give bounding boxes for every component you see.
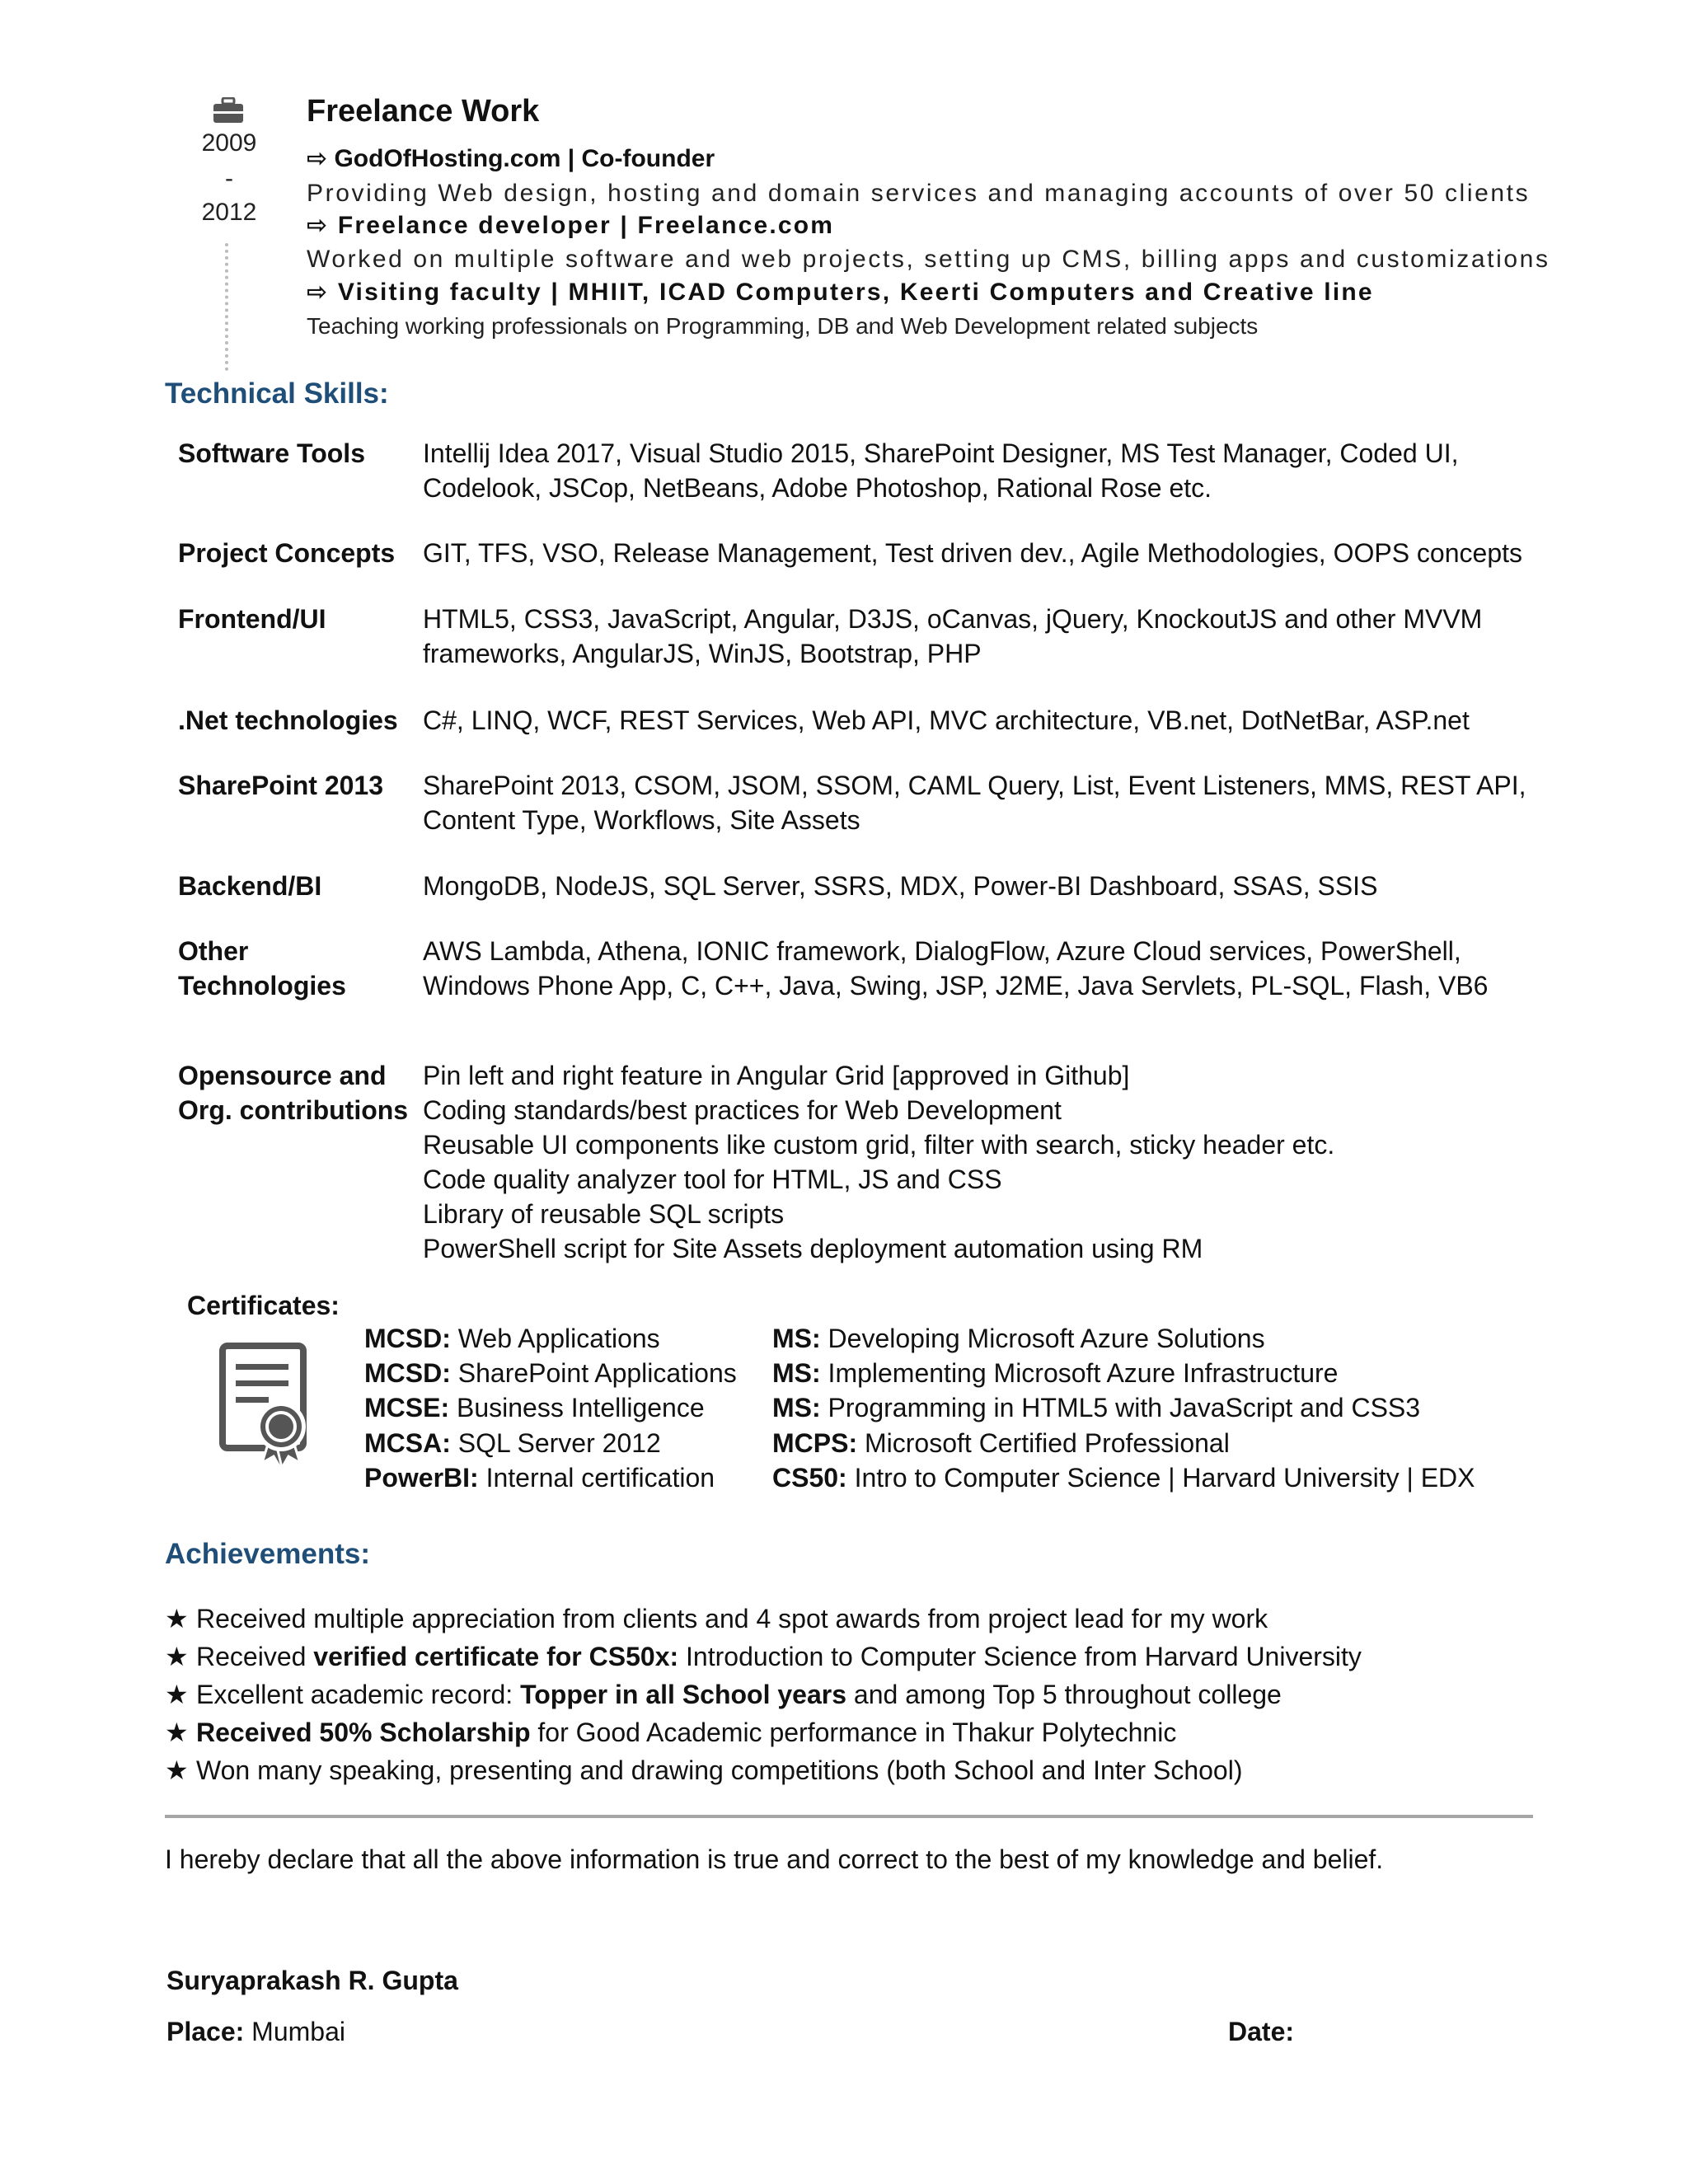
skill-value-line: Coding standards/best practices for Web Development <box>423 1095 1062 1125</box>
skill-value <box>423 1058 1536 1266</box>
certificate-name: Web Applications <box>450 1324 660 1353</box>
achievement-text: Received <box>196 1642 314 1671</box>
signature-name: Suryaprakash R. Gupta <box>166 1966 458 1995</box>
certificate-name: Programming in HTML5 with JavaScript and CSS3 <box>820 1393 1421 1423</box>
technical-skills-heading: Technical Skills: <box>165 377 389 410</box>
achievement-item <box>165 1751 1362 1789</box>
skill-value-line: Codelook, JSCop, NetBeans, Adobe Photoshop, Rational Rose etc. <box>423 473 1212 503</box>
freelance-role-3: ⇨ Visiting faculty | MHIIT, ICAD Computers, Keerti Computers and Creative line <box>307 279 1374 306</box>
skill-label: Software Tools <box>178 438 365 468</box>
achievement-item <box>165 1600 1362 1638</box>
certificate-code: MS: <box>772 1393 821 1423</box>
skill-value-line: Intellij Idea 2017, Visual Studio 2015, SharePoint Designer, MS Test Manager, Coded UI, <box>423 438 1459 468</box>
star-icon: ★ <box>165 1755 189 1785</box>
certificate-name: Business Intelligence <box>449 1393 705 1423</box>
skill-value-line: C#, LINQ, WCF, REST Services, Web API, MVC architecture, VB.net, DotNetBar, ASP.net <box>423 705 1470 735</box>
briefcase-icon <box>213 97 244 124</box>
date-field <box>1228 2017 1294 2047</box>
skill-value-line: frameworks, AngularJS, WinJS, Bootstrap, PHP <box>423 639 982 668</box>
achievement-highlight: verified certificate for CS50x: <box>313 1642 679 1671</box>
skill-label: Project Concepts <box>178 538 396 568</box>
skill-value <box>423 602 1536 671</box>
place-field <box>166 2017 345 2047</box>
certificate-item <box>364 1426 737 1460</box>
year-separator: - <box>225 165 233 192</box>
star-icon: ★ <box>165 1718 189 1747</box>
certificate-item <box>772 1390 1475 1425</box>
skill-value-line: Windows Phone App, C, C++, Java, Swing, JSP, J2ME, Java Servlets, PL-SQL, Flash, VB6 <box>423 971 1489 1001</box>
certificate-name: Implementing Microsoft Azure Infrastructure <box>820 1358 1339 1389</box>
date-label: Date: <box>1228 2017 1295 2046</box>
certificate-icon <box>216 1339 315 1471</box>
certificate-code: MCSD: <box>364 1358 451 1389</box>
place-label: Place: <box>166 2017 245 2046</box>
timeline-line <box>225 243 228 371</box>
skill-label: .Net technologies <box>178 705 398 735</box>
certificate-name: SharePoint Applications <box>450 1358 737 1389</box>
star-icon: ★ <box>165 1680 189 1709</box>
skill-value-line: GIT, TFS, VSO, Release Management, Test driven dev., Agile Methodologies, OOPS concepts <box>423 538 1522 568</box>
skill-value-line: Code quality analyzer tool for HTML, JS and CSS <box>423 1165 1002 1194</box>
skill-label: Frontend/UI <box>178 604 326 634</box>
certificate-code: MCSA: <box>364 1427 451 1458</box>
skill-label: Other Technologies <box>178 936 346 1001</box>
skill-value <box>423 934 1536 1003</box>
star-icon: ★ <box>165 1642 189 1671</box>
skill-value-line: MongoDB, NodeJS, SQL Server, SSRS, MDX, Power-BI Dashboard, SSAS, SSIS <box>423 871 1378 901</box>
achievement-item <box>165 1675 1362 1713</box>
achievement-highlight: Topper in all School years <box>520 1680 847 1709</box>
freelance-desc-3: Teaching working professionals on Programming, DB and Web Development related subjects <box>307 313 1259 339</box>
freelance-role-2: ⇨ Freelance developer | Freelance.com <box>307 212 835 239</box>
certificate-item <box>364 1321 737 1356</box>
skill-label: Backend/BI <box>178 871 322 901</box>
skill-value <box>423 869 1536 903</box>
achievement-item <box>165 1713 1362 1751</box>
achievement-text: Received multiple appreciation from clients and 4 spot awards from project lead for my work <box>196 1604 1268 1633</box>
certificate-item <box>364 1356 737 1390</box>
skill-value <box>423 536 1536 570</box>
certificate-name: Intro to Computer Science | Harvard University | EDX <box>846 1462 1475 1493</box>
start-year: 2009 <box>201 129 257 157</box>
skill-value-line: HTML5, CSS3, JavaScript, Angular, D3JS, oCanvas, jQuery, KnockoutJS and other MVVM <box>423 604 1483 634</box>
skill-value-line: Content Type, Workflows, Site Assets <box>423 805 860 835</box>
achievement-highlight: Received 50% Scholarship <box>196 1718 531 1747</box>
certificates-heading: Certificates: <box>187 1291 340 1320</box>
certificate-code: MCPS: <box>772 1427 858 1458</box>
certificate-name: Internal certification <box>478 1462 715 1493</box>
achievements-list <box>165 1600 1362 1789</box>
skill-value-line: Pin left and right feature in Angular Grid [approved in Github] <box>423 1061 1130 1090</box>
achievement-item <box>165 1638 1362 1675</box>
skill-value <box>423 436 1536 505</box>
freelance-role-1: ⇨ GodOfHosting.com | Co-founder <box>307 145 715 172</box>
certificate-code: MCSD: <box>364 1324 451 1353</box>
divider <box>165 1815 1533 1818</box>
place-value: Mumbai <box>244 2017 345 2046</box>
end-year: 2012 <box>201 199 257 226</box>
certificate-code: MS: <box>772 1324 821 1353</box>
skill-value-line: Library of reusable SQL scripts <box>423 1199 785 1229</box>
achievement-text: for Good Academic performance in Thakur Polytechnic <box>530 1718 1177 1747</box>
freelance-title: Freelance Work <box>307 94 540 129</box>
certificate-name: Developing Microsoft Azure Solutions <box>820 1324 1265 1353</box>
skill-value-line: PowerShell script for Site Assets deployment automation using RM <box>423 1234 1203 1263</box>
achievement-text: and among Top 5 throughout college <box>846 1680 1282 1709</box>
certificate-item <box>364 1460 737 1495</box>
certificate-name: Microsoft Certified Professional <box>857 1427 1230 1458</box>
achievement-text: Excellent academic record: <box>196 1680 521 1709</box>
achievement-text: Introduction to Computer Science from Harvard University <box>678 1642 1362 1671</box>
certificate-item <box>364 1390 737 1425</box>
certificate-code: CS50: <box>772 1462 847 1493</box>
skill-value <box>423 703 1536 738</box>
certificate-code: PowerBI: <box>364 1462 479 1493</box>
freelance-desc-1: Providing Web design, hosting and domain services and managing accounts of over 50 clients <box>307 180 1531 207</box>
skill-value-line: AWS Lambda, Athena, IONIC framework, DialogFlow, Azure Cloud services, PowerShell, <box>423 936 1461 966</box>
achievement-text: Won many speaking, presenting and drawing competitions (both School and Inter School) <box>196 1755 1243 1785</box>
skill-label: SharePoint 2013 <box>178 771 383 800</box>
certificate-item <box>772 1321 1475 1356</box>
star-icon: ★ <box>165 1604 189 1633</box>
skill-label: Opensource and Org. contributions <box>178 1061 409 1125</box>
certificate-name: SQL Server 2012 <box>450 1427 661 1458</box>
certificates-left-column <box>364 1321 737 1495</box>
certificate-item <box>772 1460 1475 1495</box>
freelance-desc-2: Worked on multiple software and web projects, setting up CMS, billing apps and customizations <box>307 246 1550 273</box>
certificates-right-column <box>772 1321 1475 1495</box>
skill-value-line: Reusable UI components like custom grid, filter with search, sticky header etc. <box>423 1130 1335 1160</box>
certificate-item <box>772 1356 1475 1390</box>
skill-value <box>423 768 1536 837</box>
declaration-text: I hereby declare that all the above information is true and correct to the best of my knowledge and belief. <box>165 1844 1384 1874</box>
achievements-heading: Achievements: <box>165 1538 370 1570</box>
certificate-code: MCSE: <box>364 1393 450 1423</box>
certificate-code: MS: <box>772 1358 821 1389</box>
certificate-item <box>772 1426 1475 1460</box>
skill-value-line: SharePoint 2013, CSOM, JSOM, SSOM, CAML Query, List, Event Listeners, MMS, REST API, <box>423 771 1526 800</box>
